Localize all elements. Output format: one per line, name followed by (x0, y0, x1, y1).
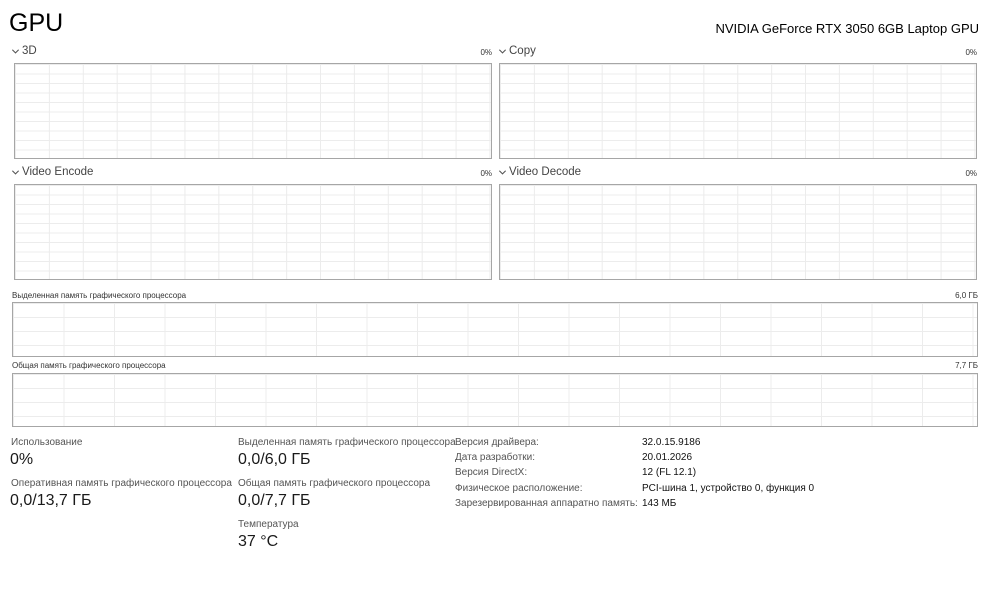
temperature-label: Температура (238, 519, 299, 530)
page-title: GPU (9, 9, 64, 37)
engine-percent: 0% (965, 169, 977, 178)
engine-selector-copy[interactable] (498, 45, 536, 57)
engine-label: 3D (22, 45, 37, 57)
chevron-down-icon (11, 47, 20, 56)
engine-graph-copy (499, 63, 977, 159)
engine-graph-video-encode (14, 184, 492, 280)
shared-memory-graph-label: Общая память графического процессора (12, 361, 166, 370)
temperature-value: 37 °C (238, 533, 279, 550)
directx-version-label: Версия DirectX: (455, 467, 528, 478)
engine-label: Video Encode (22, 166, 94, 178)
engine-selector-video-encode[interactable] (11, 166, 93, 178)
engine-graph-video-decode (499, 184, 977, 280)
gpu-memory-value: 0,0/13,7 ГБ (10, 492, 92, 509)
driver-version-label: Версия драйвера: (455, 437, 539, 448)
dedicated-memory-graph-label: Выделенная память графического процессора (12, 291, 187, 300)
physical-location-label: Физическое расположение: (455, 483, 583, 494)
engine-selector-video-decode[interactable] (498, 166, 581, 178)
reserved-memory-label: Зарезервированная аппаратно память: (455, 498, 638, 509)
driver-version-value: 32.0.15.9186 (642, 437, 701, 448)
physical-location-value: PCI-шина 1, устройство 0, функция 0 (642, 483, 815, 494)
reserved-memory-value: 143 МБ (642, 498, 677, 509)
dedicated-memory-value: 0,0/6,0 ГБ (238, 451, 311, 468)
driver-date-label: Дата разработки: (455, 452, 536, 463)
directx-version-value: 12 (FL 12.1) (642, 467, 697, 478)
chevron-down-icon (498, 168, 507, 177)
engine-label: Video Decode (509, 166, 582, 178)
engine-percent: 0% (480, 48, 492, 57)
gpu-model-name: NVIDIA GeForce RTX 3050 6GB Laptop GPU (715, 21, 979, 36)
engine-percent: 0% (480, 169, 492, 178)
shared-memory-value: 0,0/7,7 ГБ (238, 492, 311, 509)
shared-memory-graph-max: 7,7 ГБ (955, 361, 978, 370)
dedicated-memory-graph (12, 302, 978, 357)
engine-percent: 0% (965, 48, 977, 57)
usage-value: 0% (10, 451, 34, 468)
chevron-down-icon (498, 47, 507, 56)
gpu-memory-label: Оперативная память графического процессора (11, 478, 232, 489)
engine-label: Copy (509, 45, 536, 57)
dedicated-memory-label: Выделенная память графического процессора (238, 437, 456, 448)
driver-date-value: 20.01.2026 (642, 452, 693, 463)
shared-memory-graph (12, 373, 978, 427)
engine-selector-3d[interactable] (11, 45, 37, 57)
dedicated-memory-graph-max: 6,0 ГБ (955, 291, 978, 300)
chevron-down-icon (11, 168, 20, 177)
engine-graph-3d (14, 63, 492, 159)
shared-memory-label: Общая память графического процессора (238, 478, 431, 489)
usage-label: Использование (11, 437, 83, 448)
